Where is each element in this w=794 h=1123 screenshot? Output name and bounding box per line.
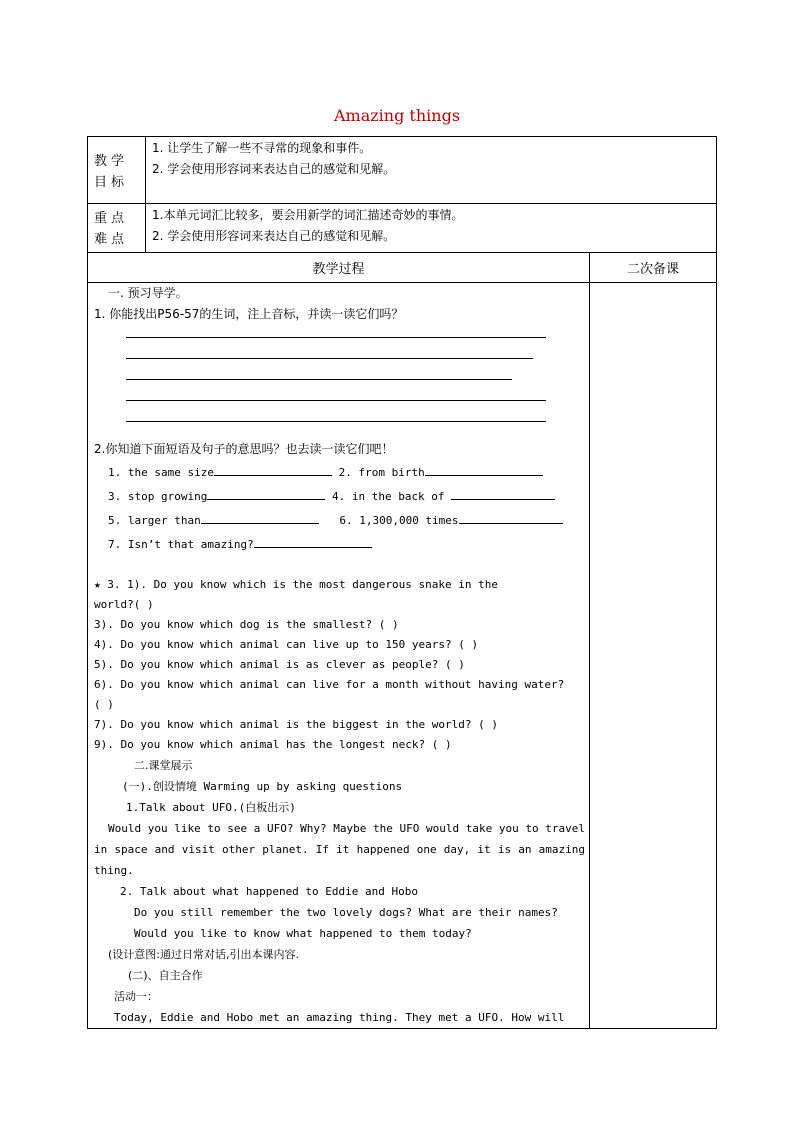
part1-heading: (一).创设情境 Warming up by asking questions xyxy=(122,780,403,793)
q3-line: ★ 3. 1). Do you know which is the most dangerous snake in the xyxy=(94,578,498,591)
question-item: 9). Do you know which animal has the longest neck? ( ) xyxy=(94,738,452,751)
paragraph: Would you like to see a UFO? Why? Maybe the UFO would take you to travel in space and visit other planet. If it happened one day, it is an amazing thing. xyxy=(94,822,585,877)
talk2-heading: 2. Talk about what happened to Eddie and Hobo xyxy=(120,885,419,898)
objectives-label: 教学 目标 xyxy=(88,137,146,204)
phrase-item: 2. from birth xyxy=(338,466,425,479)
phrase-item: 7. Isn’t that amazing? xyxy=(108,538,254,551)
question-item: ( ) xyxy=(94,698,114,711)
question-item: 5). Do you know which animal is as clever as people? ( ) xyxy=(94,658,465,671)
part2-heading: (二)、自主合作 xyxy=(128,969,203,982)
key-point-item: 1.本单元词汇比较多，要会用新学的词汇描述奇妙的事情。 xyxy=(152,208,464,222)
phrase-item: 6. 1,300,000 times xyxy=(339,514,459,527)
answer-line xyxy=(126,379,512,380)
key-points-label: 重点 难点 xyxy=(88,204,146,253)
section2 xyxy=(94,755,585,1028)
phrase-item: 4. in the back of xyxy=(331,490,445,503)
question-item: 3). Do you know which dog is the smallest? ( ) xyxy=(94,618,399,631)
process-content xyxy=(88,283,590,1029)
objective-item: 2. 学会使用形容词来表达自己的感觉和见解。 xyxy=(152,162,396,176)
talk1-heading: 1.Talk about UFO.(白板出示) xyxy=(126,801,296,814)
q3-line: world?( ) xyxy=(94,598,154,611)
answer-line xyxy=(126,337,546,338)
paragraph: Today, Eddie and Hobo met an amazing thing. They met a UFO. How will xyxy=(114,1011,565,1024)
objectives-content xyxy=(146,137,717,204)
phrase-item: 1. the same size xyxy=(108,466,214,479)
key-points-row xyxy=(88,204,717,253)
paragraph: Do you still remember the two lovely dogs? What are their names? xyxy=(134,906,558,919)
answer-line xyxy=(126,358,533,359)
objective-item: 1. 让学生了解一些不寻常的现象和事件。 xyxy=(152,141,372,155)
notes-header: 二次备课 xyxy=(590,253,717,283)
question-item: 4). Do you know which animal can live up to 150 years? ( ) xyxy=(94,638,479,651)
answer-lines xyxy=(94,325,585,433)
page-title: Amazing things xyxy=(333,106,461,125)
notes-column xyxy=(590,283,717,1029)
answer-line xyxy=(126,400,546,401)
q2-text: 2.你知道下面短语及句子的意思吗？也去读一读它们吧！ xyxy=(94,442,394,456)
answer-line xyxy=(126,421,546,422)
question-item: 6). Do you know which animal can live for a month without having water? xyxy=(94,678,565,691)
activity-label: 活动一： xyxy=(114,990,158,1003)
section1-heading: 一. 预习导学。 xyxy=(108,286,188,300)
section2-heading: 二.课堂展示 xyxy=(134,759,193,772)
process-header: 教学过程 xyxy=(88,253,590,283)
objectives-row xyxy=(88,137,717,204)
question-list xyxy=(94,575,585,755)
paragraph: Would you like to know what happened to them today? xyxy=(134,927,472,940)
content-row xyxy=(88,283,717,1029)
phrase-list xyxy=(94,461,585,557)
question-item: 7). Do you know which animal is the biggest in the world? ( ) xyxy=(94,718,498,731)
lesson-plan-table xyxy=(87,136,717,1029)
q1-text: 1. 你能找出P56-57的生词，注上音标，并读一读它们吗？ xyxy=(94,307,404,321)
phrase-item: 3. stop growing xyxy=(108,490,208,503)
phrase-item: 5. larger than xyxy=(108,514,201,527)
key-points-content xyxy=(146,204,717,253)
key-point-item: 2. 学会使用形容词来表达自己的感觉和见解。 xyxy=(152,229,396,243)
design-note: (设计意图:通过日常对话,引出本课内容. xyxy=(108,948,299,961)
header-row xyxy=(88,253,717,283)
